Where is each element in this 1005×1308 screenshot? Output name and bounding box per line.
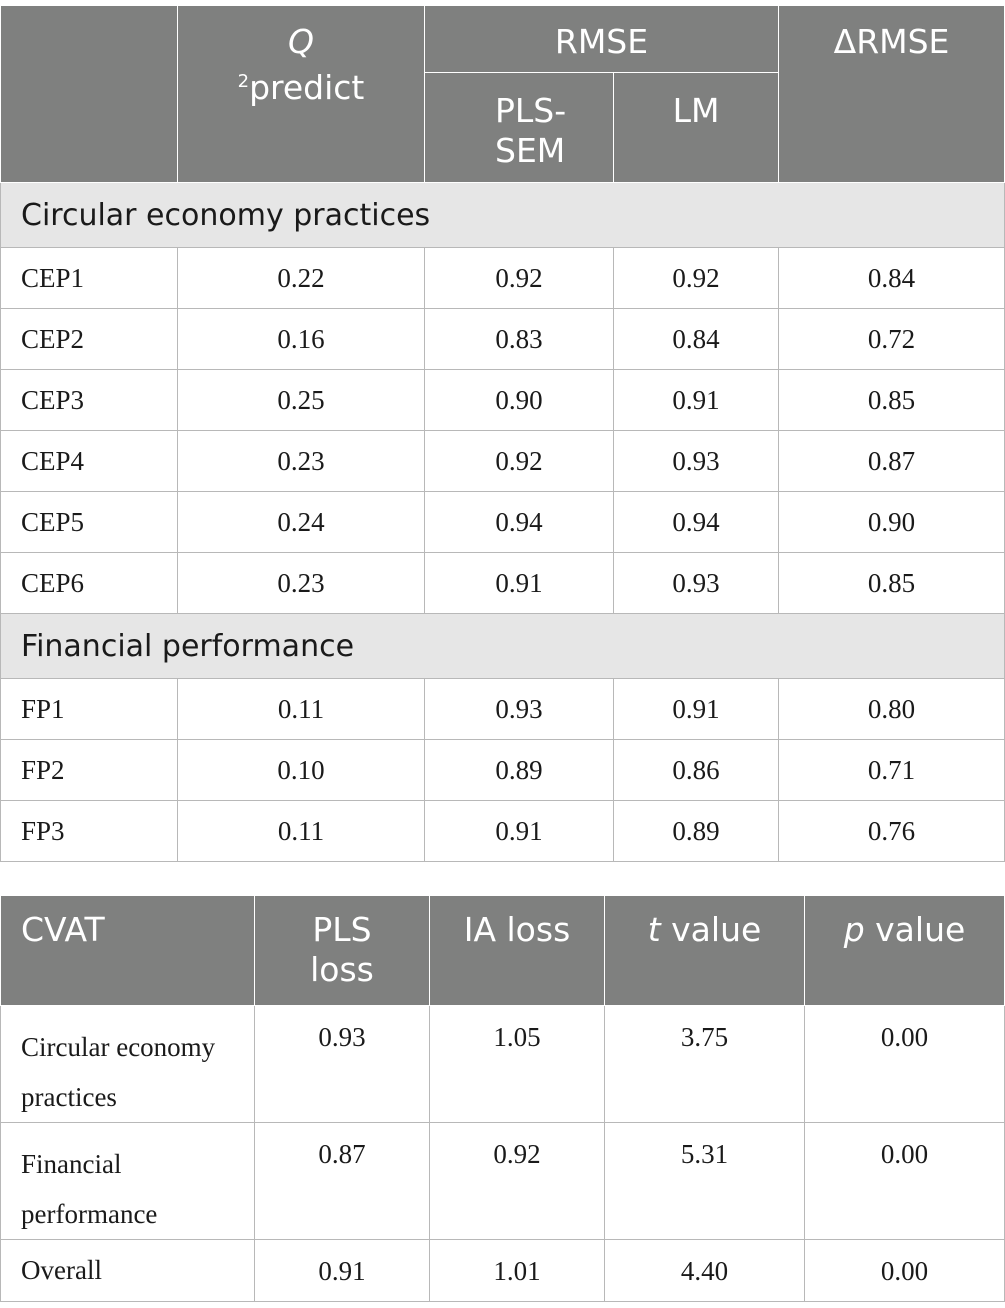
- table-row: [1, 370, 1005, 431]
- item-label: FP3: [1, 801, 178, 862]
- delta-rmse-value: 0.90: [779, 492, 1005, 553]
- cvat-table: [0, 895, 1005, 1302]
- q2-symbol: Q: [288, 22, 314, 61]
- table-row: [1, 1240, 1005, 1302]
- construct-label: Overall: [1, 1240, 255, 1302]
- pls-sem-label: PLS-SEM: [495, 91, 567, 170]
- pls-loss-value: 0.93: [255, 1006, 430, 1123]
- pls-sem-rmse-value: 0.89: [425, 740, 614, 801]
- q2-predict-header: [178, 6, 425, 183]
- delta-rmse-value: 0.71: [779, 740, 1005, 801]
- p-value-label: value: [864, 910, 966, 949]
- p-symbol: p: [843, 910, 865, 949]
- ia-loss-value: 1.05: [430, 1006, 605, 1123]
- pls-loss-value: 0.91: [255, 1240, 430, 1302]
- table-row: [1, 309, 1005, 370]
- section-title: Circular economy practices: [1, 183, 1005, 248]
- t-value: 4.40: [605, 1240, 805, 1302]
- ia-loss-value: 1.01: [430, 1240, 605, 1302]
- pls-loss-value: 0.87: [255, 1123, 430, 1240]
- p-value-header: [805, 896, 1005, 1006]
- q2-value: 0.11: [178, 679, 425, 740]
- item-label: FP2: [1, 740, 178, 801]
- q2-value: 0.22: [178, 248, 425, 309]
- table-row: [1, 740, 1005, 801]
- construct-label: Financial performance: [1, 1123, 255, 1240]
- t-value-label: value: [660, 910, 762, 949]
- q2-value: 0.10: [178, 740, 425, 801]
- lm-rmse-value: 0.91: [614, 679, 779, 740]
- lm-rmse-value: 0.84: [614, 309, 779, 370]
- p-value: 0.00: [805, 1123, 1005, 1240]
- delta-rmse-header: ΔRMSE: [779, 6, 1005, 183]
- q2-value: 0.25: [178, 370, 425, 431]
- pls-sem-rmse-value: 0.91: [425, 553, 614, 614]
- table-row: [1, 553, 1005, 614]
- p-value: 0.00: [805, 1006, 1005, 1123]
- delta-rmse-value: 0.85: [779, 553, 1005, 614]
- t-value-header: [605, 896, 805, 1006]
- item-label: CEP4: [1, 431, 178, 492]
- pls-loss-label: PLS loss: [310, 910, 374, 989]
- t-value: 3.75: [605, 1006, 805, 1123]
- table-row: [1, 248, 1005, 309]
- t-symbol: t: [647, 910, 661, 949]
- q2-value: 0.23: [178, 431, 425, 492]
- delta-rmse-value: 0.72: [779, 309, 1005, 370]
- ia-loss-value: 0.92: [430, 1123, 605, 1240]
- pls-sem-rmse-value: 0.93: [425, 679, 614, 740]
- cvat-header: CVAT: [1, 896, 255, 1006]
- item-label: CEP2: [1, 309, 178, 370]
- table-row: [1, 1006, 1005, 1123]
- empty-header-cell: [1, 6, 178, 183]
- lm-rmse-value: 0.93: [614, 431, 779, 492]
- section-row: [1, 183, 1005, 248]
- lm-rmse-value: 0.86: [614, 740, 779, 801]
- item-label: CEP3: [1, 370, 178, 431]
- q2-value: 0.11: [178, 801, 425, 862]
- pls-sem-header: [425, 73, 614, 183]
- pls-sem-rmse-value: 0.91: [425, 801, 614, 862]
- construct-label: Circular economy practices: [1, 1006, 255, 1123]
- q2-value: 0.16: [178, 309, 425, 370]
- section-row: [1, 614, 1005, 679]
- rmse-header: RMSE: [425, 6, 779, 73]
- delta-rmse-value: 0.87: [779, 431, 1005, 492]
- lm-rmse-value: 0.94: [614, 492, 779, 553]
- pls-sem-rmse-value: 0.90: [425, 370, 614, 431]
- table-row: [1, 679, 1005, 740]
- section-title: Financial performance: [1, 614, 1005, 679]
- lm-rmse-value: 0.92: [614, 248, 779, 309]
- t-value: 5.31: [605, 1123, 805, 1240]
- table-row: [1, 492, 1005, 553]
- item-label: CEP6: [1, 553, 178, 614]
- delta-rmse-value: 0.84: [779, 248, 1005, 309]
- table-row: [1, 431, 1005, 492]
- delta-rmse-value: 0.85: [779, 370, 1005, 431]
- q2-superscript: 2: [237, 71, 250, 92]
- lm-header: LM: [614, 73, 779, 183]
- pls-sem-rmse-value: 0.83: [425, 309, 614, 370]
- table-row: [1, 1123, 1005, 1240]
- table-row: [1, 801, 1005, 862]
- prediction-table: [0, 5, 1005, 862]
- item-label: CEP5: [1, 492, 178, 553]
- ia-loss-header: IA loss: [430, 896, 605, 1006]
- pls-sem-rmse-value: 0.92: [425, 248, 614, 309]
- lm-rmse-value: 0.93: [614, 553, 779, 614]
- pls-sem-rmse-value: 0.92: [425, 431, 614, 492]
- lm-rmse-value: 0.91: [614, 370, 779, 431]
- p-value: 0.00: [805, 1240, 1005, 1302]
- q2-predict-label: predict: [249, 68, 365, 107]
- lm-rmse-value: 0.89: [614, 801, 779, 862]
- item-label: FP1: [1, 679, 178, 740]
- q2-value: 0.23: [178, 553, 425, 614]
- q2-value: 0.24: [178, 492, 425, 553]
- pls-loss-header: [255, 896, 430, 1006]
- delta-rmse-value: 0.76: [779, 801, 1005, 862]
- pls-sem-rmse-value: 0.94: [425, 492, 614, 553]
- item-label: CEP1: [1, 248, 178, 309]
- delta-rmse-value: 0.80: [779, 679, 1005, 740]
